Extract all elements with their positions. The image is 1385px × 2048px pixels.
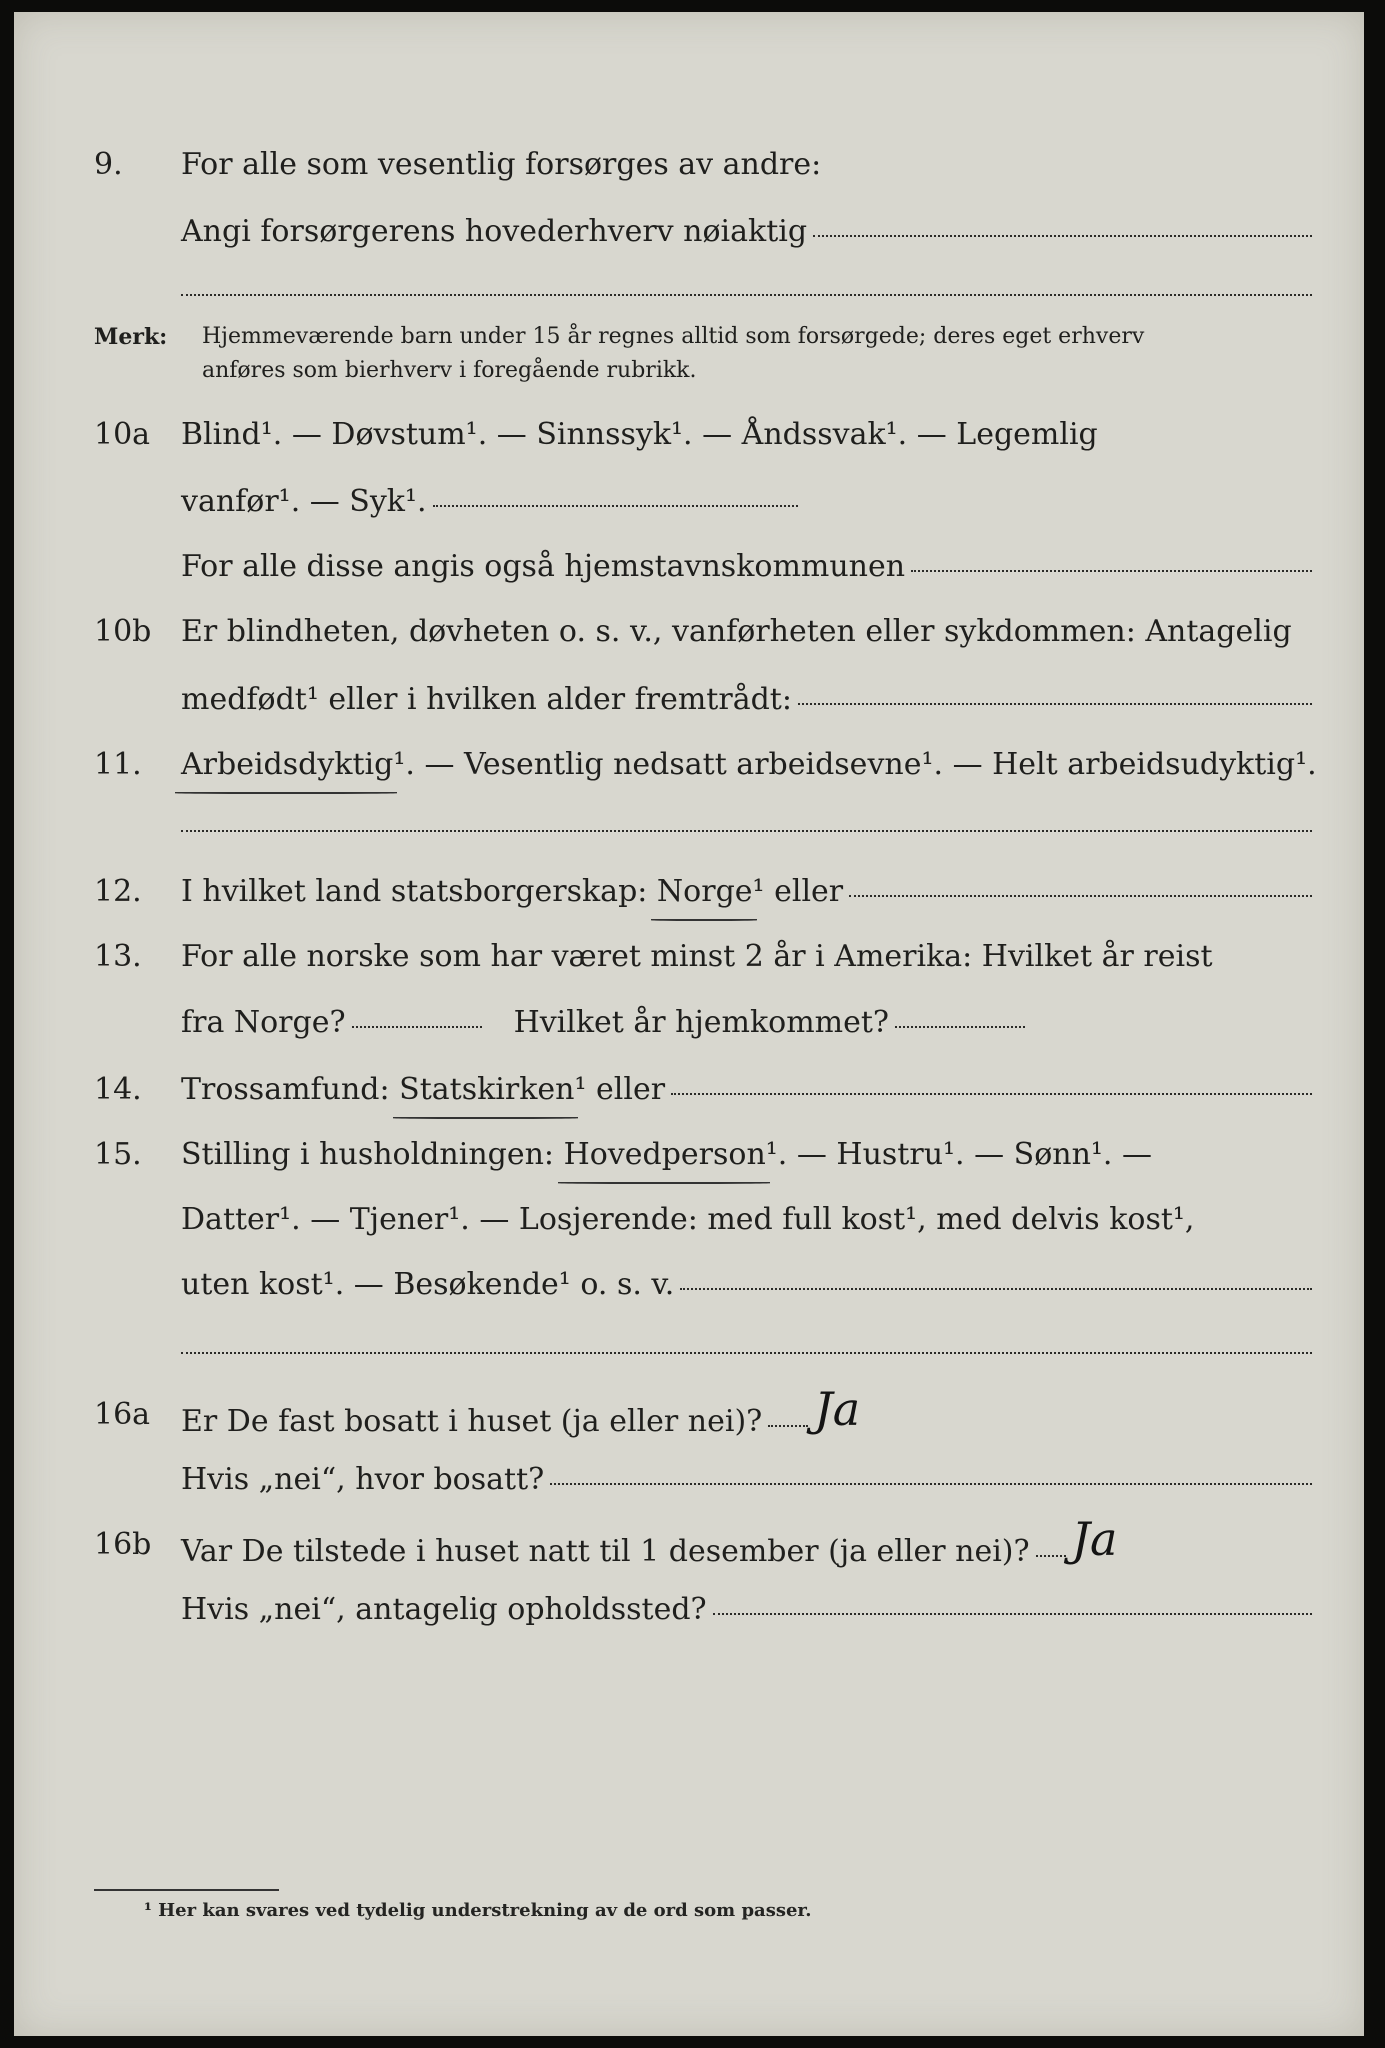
answer-field[interactable] xyxy=(550,1483,1312,1485)
answer-field[interactable] xyxy=(798,703,1312,705)
question-number: 15. xyxy=(94,1137,142,1172)
answer-field[interactable] xyxy=(849,895,1312,897)
question-text: For alle som vesentlig forsørges av andre: xyxy=(181,147,822,182)
question-9 xyxy=(14,140,1364,190)
question-text: I hvilket land statsborgerskap: xyxy=(181,874,657,909)
note-label: Merk: xyxy=(94,324,168,350)
question-text: Trossamfund: xyxy=(181,1072,400,1107)
question-text: Er De fast bosatt i huset (ja eller nei)? xyxy=(181,1404,763,1439)
answer-field[interactable] xyxy=(352,1026,482,1028)
census-form-page xyxy=(14,12,1364,2036)
answer-field-blank-line[interactable] xyxy=(181,830,1312,832)
question-16b xyxy=(14,1512,1364,1570)
question-text: medfødt¹ eller i hvilken alder fremtrådt: xyxy=(181,682,792,717)
answer-field-blank-line[interactable] xyxy=(181,1352,1312,1354)
question-text: Datter¹. — Tjener¹. — Losjerende: med full kost¹, med delvis kost¹, xyxy=(181,1202,1195,1237)
answer-field[interactable] xyxy=(911,570,1312,572)
question-text-end: ¹ eller xyxy=(574,1072,666,1107)
question-number: 11. xyxy=(94,747,142,782)
answer-field[interactable] xyxy=(813,235,1312,237)
question-number: 12. xyxy=(94,874,142,909)
answer-field[interactable] xyxy=(768,1425,808,1427)
question-text: fra Norge? xyxy=(181,1005,346,1040)
underlined-answer: Arbeidsdyktig xyxy=(181,740,393,790)
question-13-line-2 xyxy=(14,998,1364,1048)
question-10a xyxy=(14,410,1364,460)
note-text-line-2: anføres som bierhverv i foregående rubrikk. xyxy=(202,358,697,383)
underlined-answer: Statskirken xyxy=(399,1065,574,1115)
question-number: 13. xyxy=(94,939,142,974)
question-9-line-2 xyxy=(14,207,1364,257)
question-number: 10a xyxy=(94,417,151,452)
question-text: Er blindheten, døvheten o. s. v., vanførheten eller sykdommen: Antagelig xyxy=(181,614,1292,649)
question-text: Hvis „nei“, hvor bosatt? xyxy=(181,1462,545,1497)
question-16a-line-2 xyxy=(14,1455,1364,1505)
question-number: 14. xyxy=(94,1072,142,1107)
question-11 xyxy=(14,740,1364,790)
question-15-line-2 xyxy=(14,1195,1364,1245)
question-text: uten kost¹. — Besøkende¹ o. s. v. xyxy=(181,1267,675,1302)
handwritten-answer: Ja xyxy=(814,1382,861,1436)
question-14 xyxy=(14,1065,1364,1115)
question-text: For alle disse angis også hjemstavnskommunen xyxy=(181,549,906,584)
question-13 xyxy=(14,932,1364,982)
answer-field[interactable] xyxy=(433,505,798,507)
question-text: Var De tilstede i huset natt til 1 desember (ja eller nei)? xyxy=(181,1534,1030,1569)
question-10a-line-2 xyxy=(14,477,1364,527)
question-text: Hvis „nei“, antagelig opholdssted? xyxy=(181,1592,707,1627)
question-number: 9. xyxy=(94,147,123,182)
question-text-end: ¹ eller xyxy=(752,874,844,909)
question-12 xyxy=(14,867,1364,917)
question-text: Hvilket år hjemkommet? xyxy=(513,1005,890,1040)
answer-field[interactable] xyxy=(1036,1555,1066,1557)
answer-field-blank-line[interactable] xyxy=(181,294,1312,296)
handwritten-answer: Ja xyxy=(1071,1512,1118,1566)
question-text-end: ¹. — Hustru¹. — Sønn¹. — xyxy=(765,1137,1153,1172)
footnote: ¹ Her kan svares ved tydelig understrekning av de ord som passer. xyxy=(144,1900,812,1921)
answer-field[interactable] xyxy=(895,1026,1025,1028)
question-10b xyxy=(14,607,1364,657)
question-text: vanfør¹. — Syk¹. xyxy=(181,484,427,519)
question-text: ¹. — Vesentlig nedsatt arbeidsevne¹. — Helt arbeidsudyktig¹. xyxy=(393,747,1317,782)
question-10b-line-2 xyxy=(14,675,1364,725)
question-16a xyxy=(14,1382,1364,1440)
question-text: Angi forsørgerens hovederhverv nøiaktig xyxy=(181,214,808,249)
footnote-rule xyxy=(94,1889,279,1891)
note-text-line-1: Hjemmeværende barn under 15 år regnes alltid som forsørgede; deres eget erhverv xyxy=(202,324,1145,349)
question-number: 16a xyxy=(94,1397,151,1432)
underlined-answer: Hovedperson xyxy=(564,1130,766,1180)
question-10a-line-3 xyxy=(14,542,1364,592)
answer-field[interactable] xyxy=(680,1288,1312,1290)
question-text: For alle norske som har været minst 2 år i Amerika: Hvilket år reist xyxy=(181,939,1213,974)
underlined-answer: Norge xyxy=(657,867,753,917)
answer-field[interactable] xyxy=(671,1093,1312,1095)
question-15-line-3 xyxy=(14,1260,1364,1310)
question-text: Blind¹. — Døvstum¹. — Sinnssyk¹. — Åndssvak¹. — Legemlig xyxy=(181,417,1098,452)
answer-field[interactable] xyxy=(713,1613,1312,1615)
question-16b-line-2 xyxy=(14,1585,1364,1635)
question-number: 10b xyxy=(94,614,152,649)
question-15 xyxy=(14,1130,1364,1180)
question-number: 16b xyxy=(94,1527,152,1562)
question-text: Stilling i husholdningen: xyxy=(181,1137,564,1172)
